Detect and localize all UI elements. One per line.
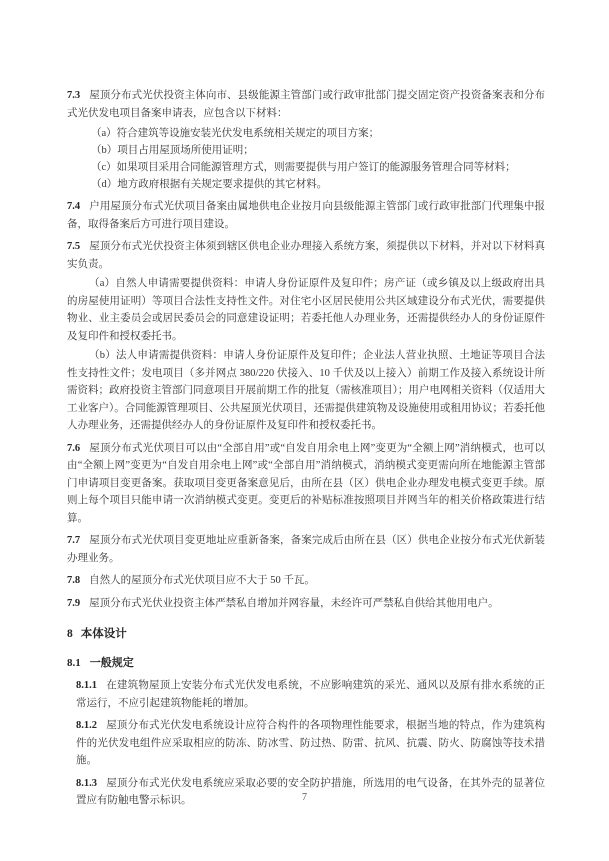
clause-7-6 <box>67 440 545 528</box>
clause-7-6-number: 7.6 <box>67 442 81 454</box>
clause-8-1-3-text: 屋顶分布式光伏发电系统应采取必要的安全防护措施，所选用的电气设备，在其外壳的显著位置应有防触电警示标识。 <box>76 777 545 806</box>
clause-8-1-1-number: 8.1.1 <box>76 680 97 691</box>
clause-8-1-2-text: 屋顶分布式光伏发电系统设计应符合构件的各项物理性能要求，根据当地的特点，作为建筑构件的光伏发电组件应采取相应的防冻、防冰雪、防过热、防雷、抗风、抗震、防火、防腐蚀等技术措施。 <box>76 720 545 766</box>
clause-7-3-number: 7.3 <box>67 90 81 101</box>
clause-7-4-number: 7.4 <box>67 201 81 212</box>
list-item-a: （a）符合建筑等设施安装光伏发电系统相关规定的项目方案； <box>91 128 380 139</box>
section-8-1-heading <box>67 655 545 673</box>
clause-7-9 <box>67 595 545 613</box>
page-number: 7 <box>302 792 307 803</box>
clause-7-5-text: 屋顶分布式光伏投资主体须到辖区供电企业办理接入系统方案，须提供以下材料，并对以下材料真实负责。 <box>67 241 545 270</box>
clause-8-1-1 <box>76 677 545 712</box>
clause-7-7-number: 7.7 <box>67 535 81 546</box>
subparagraph-b: （b）法人申请需提供资料：申请人身份证原件及复印件；企业法人营业执照、土地证等项目合法性支持性文件；发电项目（多并网点 380/220 伏接入、10 千伏及以上接入）前期工作及接入系统设计所需资料；政府投资主管部门同意项目开展前期工作的批复（需核准项目）；用户电网相关资料（仅适用大工业客户）。合同能源管理项目、公共屋顶光伏项目，还需提供建筑物及设施使用或租用协议；若委托他人办理业务，还需提供经办人的身份证原件及复印件和授权委托书。 <box>67 350 545 431</box>
clause-7-4 <box>67 198 545 233</box>
clause-7-9-number: 7.9 <box>67 597 81 609</box>
section-8-1-number: 8.1 <box>67 656 81 669</box>
clause-8-1-2 <box>76 717 545 770</box>
clause-7-5 <box>67 238 545 273</box>
chapter-8-heading <box>67 626 545 644</box>
list-item-c: （c）如果项目采用合同能源管理方式，则需要提供与用户签订的能源服务管理合同等材料； <box>91 162 516 173</box>
clause-7-6-text: 屋顶分布式光伏项目可以由“全部自用”或“自发自用余电上网”变更为“全额上网”消纳模式，也可以由“全额上网”变更为“自发自用余电上网”或“全部自用”消纳模式，消纳模式变更需向所在地能源主管部门申请项目变更备案。获取项目变更备案意见后，由所在县（区）供电企业办理发电模式变更手续。原则上每个项目只能申请一次消纳模式变更。变更后的补贴标准按照项目并网当年的相关价格政策进行结算。 <box>67 442 545 524</box>
chapter-8-title: 本体设计 <box>80 628 127 640</box>
clause-7-3-item-list <box>67 125 545 193</box>
section-8-1-title: 一般规定 <box>89 656 134 669</box>
clause-8-1-1-text: 在建筑物屋顶上安装分布式光伏发电系统，不应影响建筑的采光、通风以及原有排水系统的正常运行，不应引起建筑物能耗的增加。 <box>76 680 545 709</box>
subparagraph-a: （a）自然人申请需要提供资料：申请人身份证原件及复印件；房产证（或乡镇及以上级政府出具的房屋使用证明）等项目合法性支持性文件。对住宅小区居民使用公共区域建设分布式光伏，需要提供物业、业主委员会或居民委员会的同意建设证明；若委托他人办理业务，还需提供经办人的身份证原件及复印件和授权委托书。 <box>67 278 545 342</box>
document-page <box>67 82 545 810</box>
clause-7-7-text: 屋顶分布式光伏项目变更地址应重新备案，备案完成后由所在县（区）供电企业按分布式光伏新装办理业务。 <box>67 535 545 564</box>
clause-7-4-text: 户用屋顶分布式光伏项目备案由属地供电企业按月向县级能源主管部门或行政审批部门代理集中报备，取得备案后方可进行项目建设。 <box>67 201 545 230</box>
clause-7-8 <box>67 572 545 590</box>
clause-7-8-number: 7.8 <box>67 575 81 586</box>
list-item-b: （b）项目占用屋顶场所使用证明； <box>91 145 254 156</box>
clause-8-1-3-number: 8.1.3 <box>76 777 97 789</box>
chapter-8-number: 8 <box>67 628 73 640</box>
clause-8-1-2-number: 8.1.2 <box>76 720 97 731</box>
clause-7-9-text: 屋顶分布式光伏业投资主体严禁私自增加并网容量，未经许可严禁私自供给其他用电户。 <box>89 597 499 609</box>
clause-7-5-number: 7.5 <box>67 241 81 252</box>
clause-7-8-text: 自然人的屋顶分布式光伏项目应不大于 50 千瓦。 <box>89 575 315 586</box>
clause-7-3 <box>67 87 545 122</box>
list-item-d: （d）地方政府根据有关规定要求提供的其它材料。 <box>91 179 328 190</box>
clause-7-7 <box>67 532 545 567</box>
clause-7-3-text: 屋顶分布式光伏投资主体向市、县级能源主管部门或行政审批部门提交固定资产投资备案表和分布式光伏发电项目备案申请表，应包含以下材料： <box>67 90 545 119</box>
